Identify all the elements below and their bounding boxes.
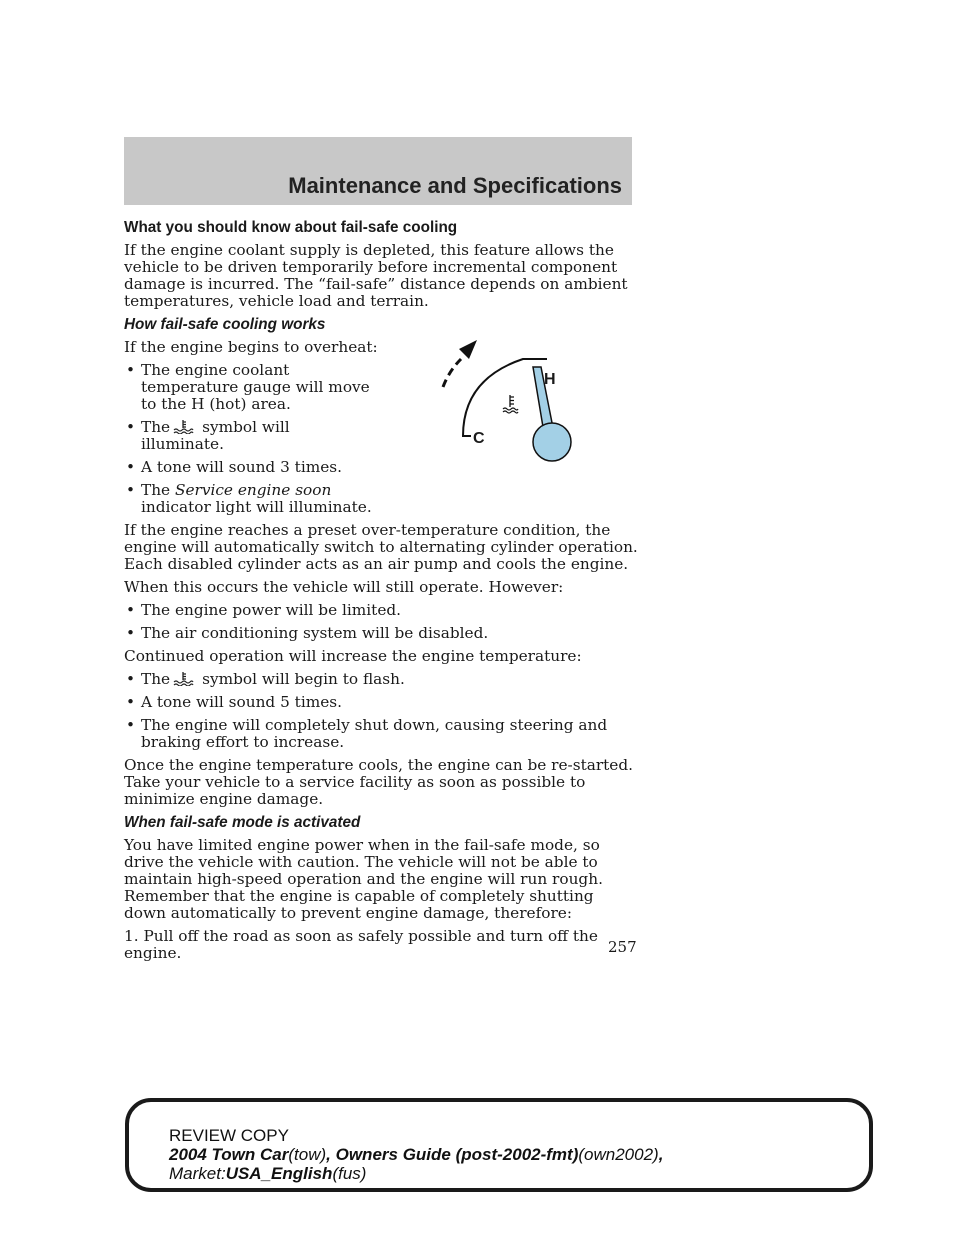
list-item: • A tone will sound 5 times. (124, 694, 639, 711)
review-footer (125, 1098, 873, 1192)
overheat-list (124, 362, 374, 516)
footer-review: REVIEW COPY (169, 1126, 289, 1145)
header-band (124, 137, 632, 205)
footer-line-2: 2004 Town Car(tow), Owners Guide (post-2002-fmt)(own2002), (169, 1145, 664, 1164)
step-1: 1. Pull off the road as soon as safely possible and turn off the engine. (124, 927, 598, 962)
list-item: • The air conditioning system will be disabled. (124, 625, 639, 642)
limited-paragraph: You have limited engine power when in the fail-safe mode, so drive the vehicle with caution. The vehicle will not be able to maintain high-speed operation and the engine will run rough. Remember that the engine is capable of completely shutting down automatically to prevent engine damage, therefore: (124, 836, 603, 922)
coolant-temperature-icon (172, 419, 194, 434)
gauge-cold-label: C (473, 430, 485, 447)
once-paragraph: Once the engine temperature cools, the engine can be re-started. Take your vehicle to a service facility as soon as possible to minimize engine damage. (124, 756, 634, 808)
list-item: • The symbol will illuminate. (124, 419, 374, 453)
list-item: • The symbol will begin to flash. (124, 671, 639, 688)
section-title: Maintenance and Specifications (288, 173, 622, 198)
gauge-arrowhead (459, 340, 477, 359)
gauge-hub (533, 423, 571, 461)
footer-line-3: Market:USA_English(fus) (169, 1164, 367, 1183)
heading-fail-safe: What you should know about fail-safe cooling (124, 219, 458, 236)
gauge-dashed-arrow (443, 359, 461, 387)
overheat-lead: If the engine begins to overheat: (124, 338, 378, 356)
page-content (124, 219, 639, 968)
gauge-coolant-icon (503, 395, 518, 413)
coolant-temperature-icon (172, 671, 194, 686)
list-item: • The Service engine soon indicator light will illuminate. (124, 482, 374, 516)
temperature-gauge-illustration (425, 335, 580, 470)
intro-paragraph: If the engine coolant supply is depleted, this feature allows the vehicle to be driven temporarily before incremental component damage is incurred. The “fail-safe” distance depends on ambient temperatures, vehicle load and terrain. (124, 241, 628, 310)
list-item: • A tone will sound 3 times. (124, 459, 374, 476)
continued-paragraph: Continued operation will increase the engine temperature: (124, 647, 582, 665)
list-item: • The engine power will be limited. (124, 602, 639, 619)
subheading-when-activated: When fail-safe mode is activated (124, 814, 361, 831)
subheading-how-it-works: How fail-safe cooling works (124, 316, 326, 333)
gauge-hot-label: H (544, 371, 556, 388)
gauge-drawing (425, 335, 580, 470)
list-item: • The engine will completely shut down, causing steering and braking effort to increase. (124, 717, 639, 751)
occurs-paragraph: When this occurs the vehicle will still operate. However: (124, 578, 564, 596)
list-item: • The engine coolant temperature gauge will move to the H (hot) area. (124, 362, 374, 413)
occurs-list (124, 602, 639, 642)
page-number: 257 (608, 938, 637, 956)
preset-paragraph: If the engine reaches a preset over-temperature condition, the engine will automatically switch to alternating cylinder operation. Each disabled cylinder acts as an air pump and cools the engine. (124, 521, 638, 573)
footer-text (169, 1126, 663, 1183)
continued-list (124, 671, 639, 751)
